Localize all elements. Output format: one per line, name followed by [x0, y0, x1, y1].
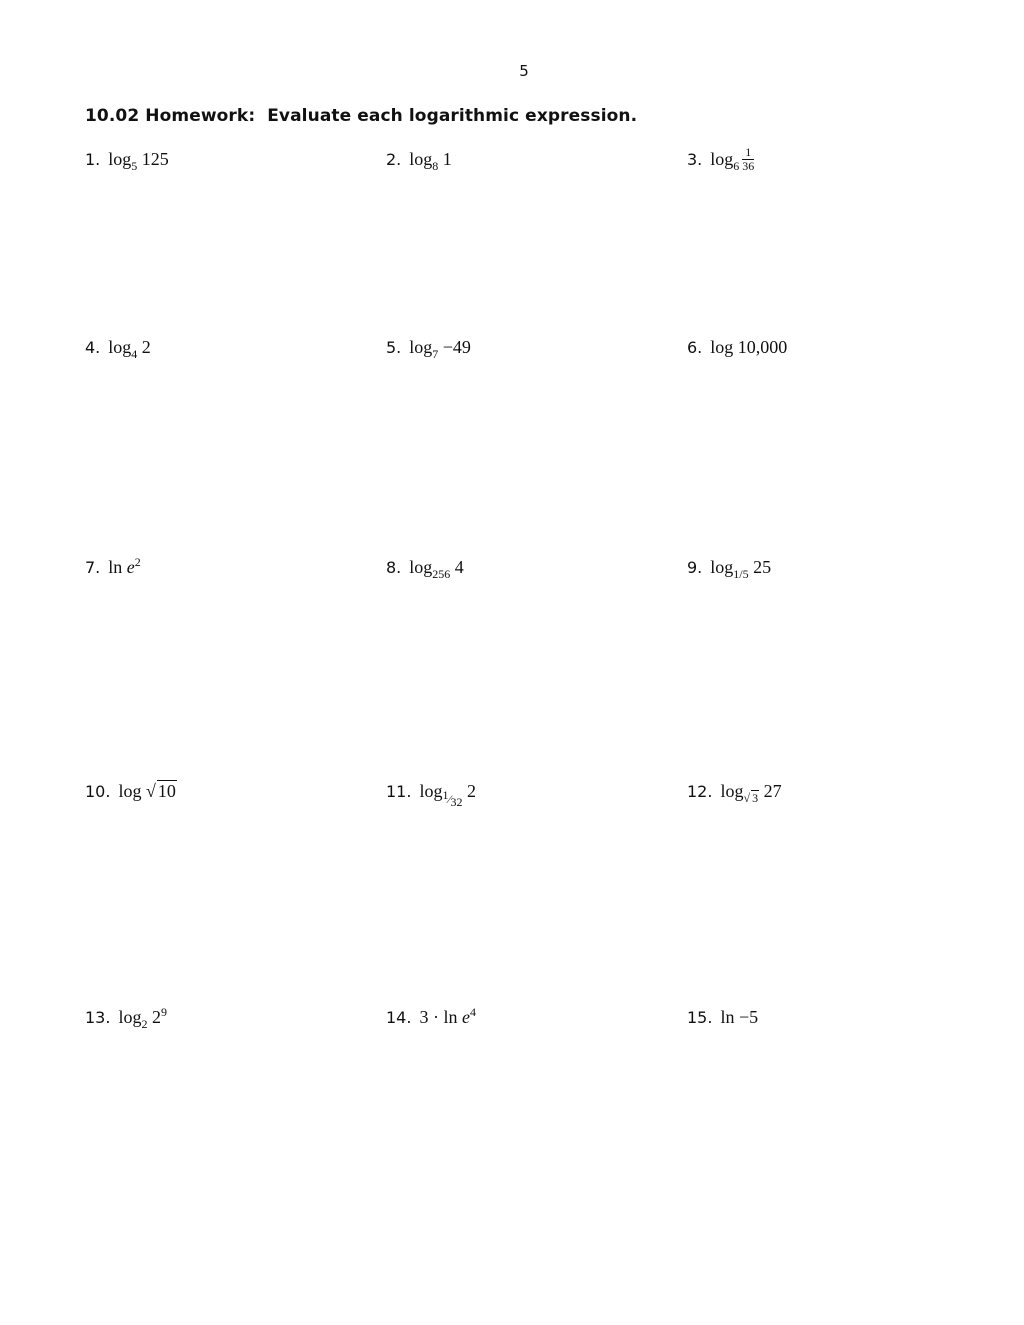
expression: $\log_{1/5} 25$: [710, 557, 772, 581]
problem-12: [687, 779, 782, 804]
expression: ln −5: [720, 1007, 759, 1027]
expression: $\log_5 125$: [108, 149, 169, 173]
heading-prefix: 10.02 Homework:: [85, 106, 256, 126]
problem-4: [85, 335, 151, 360]
problem-number: 3.: [687, 150, 703, 169]
problem-5: [386, 335, 471, 360]
expression: $\log_8 1$: [409, 149, 452, 173]
page-title: [85, 106, 637, 126]
problem-8: [386, 555, 464, 580]
problem-number: 15.: [687, 1008, 713, 1027]
problem-number: 13.: [85, 1008, 111, 1027]
problem-11: [386, 779, 476, 809]
problem-9: [687, 555, 771, 580]
fraction: $\frac{1}{36}$: [742, 145, 755, 174]
problem-number: 5.: [386, 338, 402, 357]
problem-15: [687, 1005, 758, 1030]
problem-number: 9.: [687, 558, 703, 577]
problem-6: [687, 335, 787, 360]
problem-number: 8.: [386, 558, 402, 577]
expression: $\log_{√ 3} 27$: [720, 781, 782, 805]
expression: $\ln e^2$: [108, 555, 141, 577]
base-fraction: 1⁄32: [442, 788, 463, 809]
problem-3: [687, 147, 754, 174]
problem-13: [85, 1005, 167, 1030]
expression: $\log_{1⁄32} 2$: [419, 781, 476, 809]
problem-14: [386, 1005, 476, 1030]
problem-number: 2.: [386, 150, 402, 169]
problem-number: 6.: [687, 338, 703, 357]
radicand: 10: [157, 781, 176, 801]
problem-number: 7.: [85, 558, 101, 577]
problem-1: [85, 147, 169, 172]
problem-number: 12.: [687, 782, 713, 801]
expression: $3 \cdot \ln e^4$: [419, 1005, 476, 1027]
expression: log √ 10: [118, 781, 176, 801]
problem-7: [85, 555, 141, 580]
problem-number: 1.: [85, 150, 101, 169]
problem-number: 14.: [386, 1008, 412, 1027]
heading-instructions: Evaluate each logarithmic expression.: [267, 106, 638, 126]
page-number: 5: [519, 62, 529, 80]
problem-10: [85, 779, 177, 804]
base-radical: √ 3: [743, 791, 759, 805]
expression: $\log_6$ $\frac{1}{36}$: [710, 145, 755, 174]
problem-number: 10.: [85, 782, 111, 801]
expression: $\log_{256} 4$: [409, 557, 464, 581]
problem-2: [386, 147, 452, 172]
problem-number: 11.: [386, 782, 412, 801]
problem-number: 4.: [85, 338, 101, 357]
expression: $\log_2 2^9$: [118, 1005, 167, 1031]
expression: log 10,000: [710, 337, 788, 357]
expression: $\log_7 -49$: [409, 337, 471, 361]
expression: $\log_4 2$: [108, 337, 151, 361]
